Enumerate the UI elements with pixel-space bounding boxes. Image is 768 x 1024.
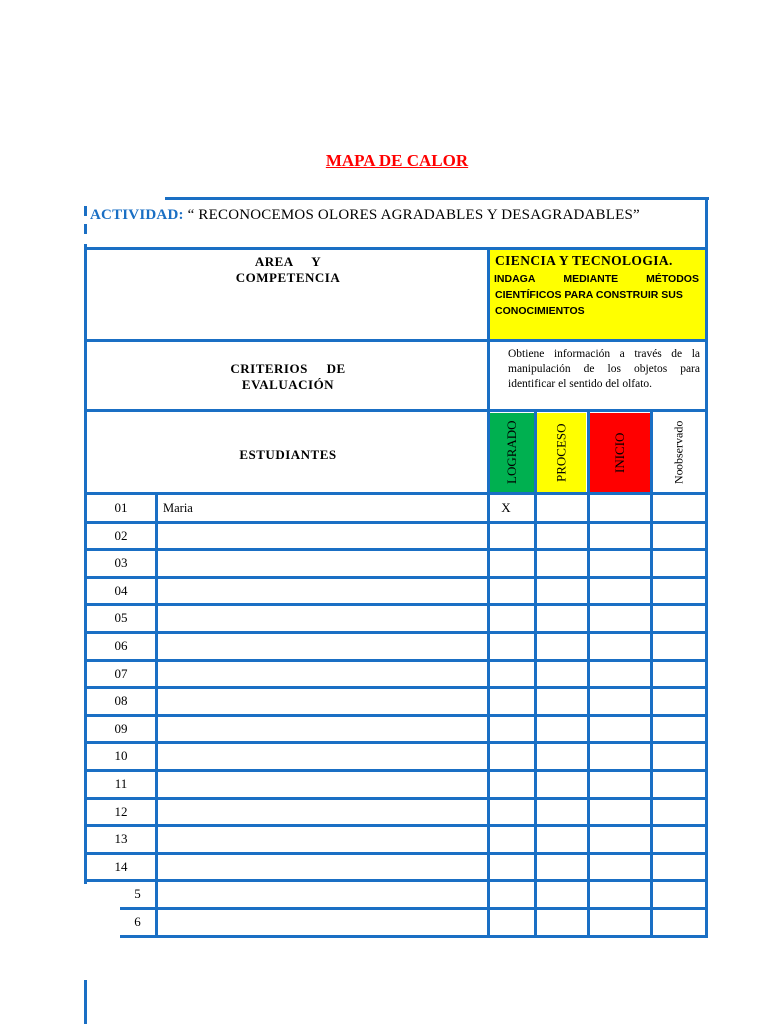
row-number: 03 <box>114 555 128 570</box>
mark-cell-inicio[interactable] <box>590 799 650 824</box>
mark-cell-inicio[interactable] <box>590 523 650 548</box>
criteria-label <box>90 360 486 394</box>
mark-cell-inicio[interactable] <box>590 743 650 769</box>
row-number: 09 <box>114 720 128 736</box>
mark-cell-inicio[interactable] <box>590 688 650 714</box>
competency-word: INDAGA <box>494 273 536 285</box>
mark-cell-proceso[interactable] <box>537 495 586 521</box>
mark-cell-logrado[interactable] <box>490 854 522 879</box>
mark-cell-inicio[interactable] <box>590 771 650 797</box>
competency-word: MEDIANTE <box>563 273 619 285</box>
criteria-label-line: EVALUACIÓN <box>241 377 335 392</box>
mark-cell-proceso[interactable] <box>537 688 586 714</box>
row-number: 01 <box>114 500 128 515</box>
margin-line <box>84 980 87 1024</box>
activity-text: “ RECONOCEMOS OLORES AGRADABLES Y DESAGRADABLES” <box>187 207 640 223</box>
table-border <box>87 339 708 342</box>
student-name[interactable] <box>163 578 483 603</box>
row-number: 10 <box>114 748 128 763</box>
mark-cell-proceso[interactable] <box>537 771 586 797</box>
competency-word: MÉTODOS <box>646 273 699 285</box>
student-name[interactable] <box>163 799 483 824</box>
area-label-line: COMPETENCIA <box>235 270 341 285</box>
mark-cell-no-observado[interactable] <box>653 495 705 521</box>
row-number: 5 <box>134 886 141 901</box>
mark-cell-logrado[interactable] <box>490 578 522 603</box>
student-name[interactable] <box>163 854 483 879</box>
row-number: 6 <box>134 914 141 929</box>
row-number: 07 <box>114 665 128 681</box>
mark-cell-proceso[interactable] <box>537 633 586 659</box>
mark-cell-inicio[interactable] <box>590 550 650 576</box>
mark-cell-no-observado[interactable] <box>653 523 705 548</box>
mark-cell-no-observado[interactable] <box>653 661 705 686</box>
area-label <box>90 253 486 287</box>
row-separator <box>120 935 708 938</box>
mark-cell-no-observado[interactable] <box>653 826 705 852</box>
row-number: 04 <box>114 582 128 598</box>
mark-cell-proceso[interactable] <box>537 881 586 907</box>
mark-cell-no-observado[interactable] <box>653 854 705 879</box>
table-border <box>84 224 87 234</box>
mark-cell-logrado[interactable] <box>490 550 522 576</box>
mark-cell-proceso[interactable] <box>537 523 586 548</box>
mark-cell-inicio[interactable] <box>590 633 650 659</box>
student-name[interactable] <box>163 743 483 769</box>
students-header: ESTUDIANTES <box>239 447 337 462</box>
mark-cell-inicio[interactable] <box>590 881 650 907</box>
mark-cell-no-observado[interactable] <box>653 578 705 603</box>
mark-cell-logrado[interactable] <box>490 523 522 548</box>
mark-cell-logrado[interactable] <box>490 605 522 631</box>
mark-cell-logrado[interactable] <box>490 633 522 659</box>
activity-line <box>90 207 640 224</box>
mark-cell-logrado[interactable] <box>490 716 522 741</box>
mark-cell-no-observado[interactable] <box>653 743 705 769</box>
mark-cell-proceso[interactable] <box>537 716 586 741</box>
student-name[interactable] <box>163 826 483 852</box>
mark-cell-inicio[interactable] <box>590 854 650 879</box>
mark-cell-logrado[interactable] <box>490 688 522 714</box>
student-name[interactable] <box>163 661 483 686</box>
table-border <box>87 409 708 412</box>
mark-cell-no-observado[interactable] <box>653 881 705 907</box>
mark-cell-logrado[interactable]: X <box>501 500 511 515</box>
mark-cell-inicio[interactable] <box>590 578 650 603</box>
mark-cell-no-observado[interactable] <box>653 799 705 824</box>
competency-text <box>494 271 699 319</box>
mark-cell-inicio[interactable] <box>590 826 650 852</box>
student-name[interactable] <box>163 881 483 907</box>
mark-cell-inicio[interactable] <box>590 909 650 935</box>
student-name[interactable] <box>163 605 483 631</box>
mark-cell-proceso[interactable] <box>537 799 586 824</box>
criteria-label-line: CRITERIOS DE <box>230 361 346 376</box>
mark-cell-logrado[interactable] <box>490 661 522 686</box>
student-name[interactable] <box>163 909 483 935</box>
mark-cell-no-observado[interactable] <box>653 605 705 631</box>
level-label-inicio: INICIO <box>612 432 627 473</box>
student-name[interactable] <box>163 716 483 741</box>
activity-label: ACTIVIDAD: <box>90 207 184 223</box>
mark-cell-no-observado[interactable] <box>653 688 705 714</box>
row-number: 02 <box>114 527 128 543</box>
mark-cell-no-observado[interactable] <box>653 633 705 659</box>
mark-cell-no-observado[interactable] <box>653 716 705 741</box>
mark-cell-proceso[interactable] <box>537 743 586 769</box>
row-number: 12 <box>114 803 128 819</box>
table-border <box>87 247 708 250</box>
level-label-line: No <box>671 469 686 485</box>
row-number: 14 <box>114 858 128 874</box>
mark-cell-inicio[interactable] <box>590 716 650 741</box>
student-name[interactable] <box>163 550 483 576</box>
level-label-line: observado <box>671 420 686 470</box>
row-number: 06 <box>114 638 128 653</box>
mark-cell-logrado[interactable] <box>490 826 522 852</box>
level-label-no-observado <box>655 413 703 492</box>
mark-cell-no-observado[interactable] <box>653 909 705 935</box>
student-name[interactable] <box>163 688 483 714</box>
student-name[interactable] <box>163 633 483 659</box>
row-number: 13 <box>114 831 128 846</box>
mark-cell-proceso[interactable] <box>537 550 586 576</box>
subject-label: CIENCIA Y TECNOLOGIA. <box>495 253 673 268</box>
mark-cell-proceso[interactable] <box>537 909 586 935</box>
criteria-text: Obtiene información a través de la manipulación de los objetos para identificar el sentido del olfato. <box>508 348 700 390</box>
mark-cell-logrado[interactable] <box>490 743 522 769</box>
competency-line: CIENTÍFICOS PARA CONSTRUIR SUS <box>495 289 683 301</box>
mark-cell-inicio[interactable] <box>590 661 650 686</box>
competency-line: CONOCIMIENTOS <box>495 305 585 317</box>
mark-cell-proceso[interactable] <box>537 854 586 879</box>
mark-cell-no-observado[interactable] <box>653 771 705 797</box>
mark-cell-proceso[interactable] <box>537 605 586 631</box>
row-number: 08 <box>114 693 128 708</box>
level-label-logrado: LOGRADO <box>504 420 519 485</box>
mark-cell-logrado[interactable] <box>490 881 522 907</box>
mark-cell-logrado[interactable] <box>490 799 522 824</box>
student-name[interactable] <box>163 771 483 797</box>
mark-cell-proceso[interactable] <box>537 661 586 686</box>
mark-cell-logrado[interactable] <box>490 909 522 935</box>
mark-cell-logrado[interactable] <box>490 771 522 797</box>
area-label-line: AREA Y <box>254 254 322 269</box>
mark-cell-inicio[interactable] <box>590 605 650 631</box>
student-name[interactable] <box>163 523 483 548</box>
mark-cell-proceso[interactable] <box>537 826 586 852</box>
table-border <box>165 197 709 200</box>
mark-cell-inicio[interactable] <box>590 495 650 521</box>
mark-cell-proceso[interactable] <box>537 578 586 603</box>
table-border <box>84 206 87 216</box>
row-number: 05 <box>114 610 128 625</box>
student-name[interactable]: Maria <box>163 500 193 515</box>
level-label-proceso: PROCESO <box>553 423 569 482</box>
page-title: MAPA DE CALOR <box>325 151 469 170</box>
mark-cell-no-observado[interactable] <box>653 550 705 576</box>
row-number: 11 <box>114 776 128 791</box>
